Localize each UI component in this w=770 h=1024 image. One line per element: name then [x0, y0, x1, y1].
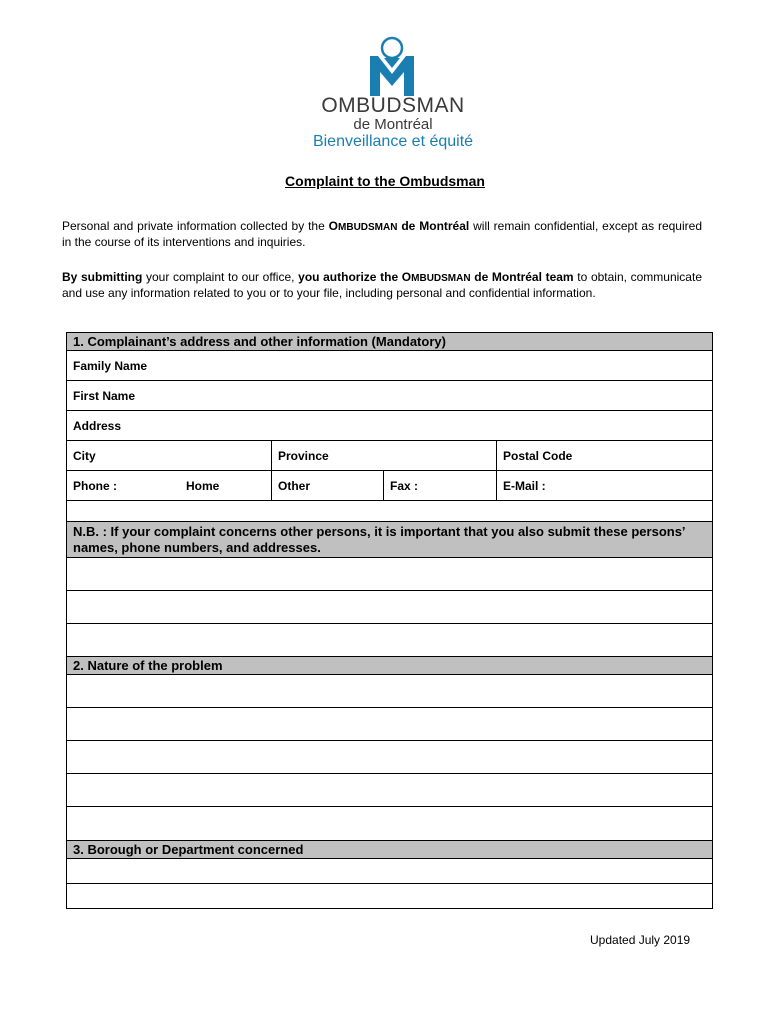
problem-line[interactable]: [67, 774, 713, 807]
ombudsman-emblem-icon: [364, 36, 420, 100]
logo-subtitle: de Montréal: [353, 116, 433, 133]
first-name-field[interactable]: First Name: [67, 381, 713, 411]
problem-line[interactable]: [67, 741, 713, 774]
authorization-paragraph: By submitting your complaint to our office, you authorize the OMBUDSMAN de Montréal team to obtain, communicate and use any information related to you or to your file, including personal and confidential information.: [62, 270, 702, 300]
updated-date: Updated July 2019: [590, 933, 691, 947]
other-persons-line[interactable]: [67, 558, 713, 591]
nb-notice: N.B. : If your complaint concerns other persons, it is important that you also submit these persons’ names, phone numbers, and addresses.: [67, 522, 713, 558]
section3-header: 3. Borough or Department concerned: [67, 841, 713, 859]
page-title: Complaint to the Ombudsman: [285, 173, 485, 189]
family-name-field[interactable]: Family Name: [67, 351, 713, 381]
problem-line[interactable]: [67, 675, 713, 708]
phone-home-field[interactable]: [67, 471, 272, 501]
email-field[interactable]: E-Mail :: [497, 471, 713, 501]
home-label: Home: [186, 478, 220, 493]
spacer-row: [67, 501, 713, 522]
address-field[interactable]: Address: [67, 411, 713, 441]
other-persons-line[interactable]: [67, 591, 713, 624]
section2-header: 2. Nature of the problem: [67, 657, 713, 675]
problem-line[interactable]: [67, 708, 713, 741]
department-line[interactable]: [67, 859, 713, 884]
department-line[interactable]: [67, 884, 713, 909]
logo-tagline: Bienveillance et équité: [312, 133, 474, 150]
other-persons-line[interactable]: [67, 624, 713, 657]
problem-line[interactable]: [67, 807, 713, 841]
city-field[interactable]: City: [67, 441, 272, 471]
phone-other-field[interactable]: Other: [272, 471, 384, 501]
fax-field[interactable]: Fax :: [384, 471, 497, 501]
ombudsman-logo: [298, 36, 488, 156]
section1-header: 1. Complainant’s address and other information (Mandatory): [67, 333, 713, 351]
phone-label: Phone :: [73, 478, 117, 493]
logo-title: OMBUDSMAN: [321, 94, 465, 117]
postal-code-field[interactable]: Postal Code: [497, 441, 713, 471]
confidentiality-paragraph: Personal and private information collected by the OMBUDSMAN de Montréal will remain confidential, except as required in the course of its interventions and inquiries.: [62, 219, 702, 249]
province-field[interactable]: Province: [272, 441, 497, 471]
complaint-form: [66, 332, 713, 909]
